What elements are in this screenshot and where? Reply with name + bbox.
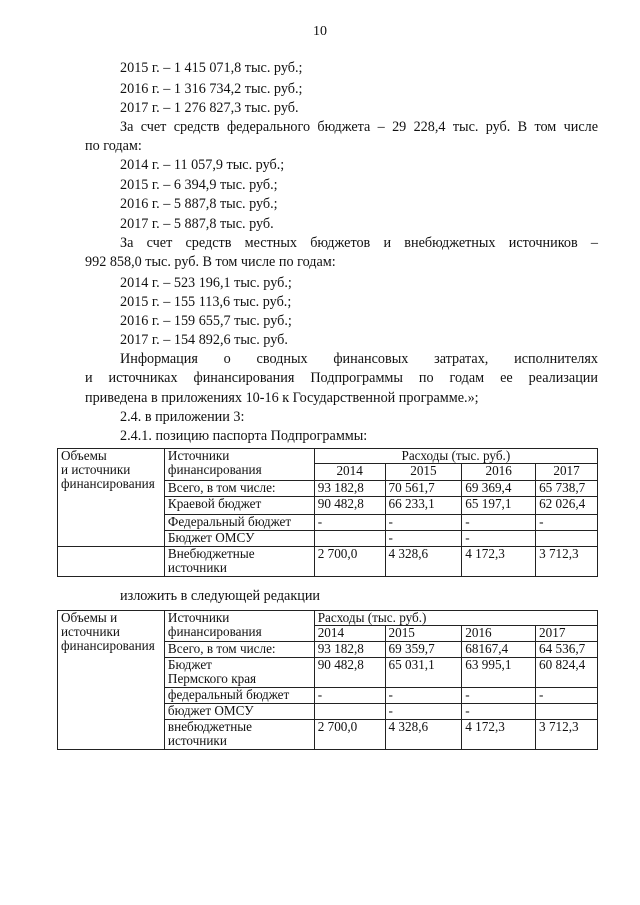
year-header: 2016 — [462, 626, 536, 642]
value-cell: 2 700,0 — [314, 720, 385, 750]
federal-paragraph-line: За счет средств федерального бюджета – 29 228,4 тыс. руб. В том числе — [120, 119, 598, 135]
local-paragraph-line: 992 858,0 тыс. руб. В том числе по годам: — [85, 254, 336, 270]
year-header: 2015 — [385, 464, 462, 481]
value-cell: 69 359,7 — [385, 642, 462, 658]
source-cell: Внебюджетные источники — [164, 547, 314, 577]
source-cell: Всего, в том числе: — [164, 481, 314, 497]
expenses-header: Расходы (тыс. руб.) — [314, 611, 597, 626]
value-cell: - — [462, 515, 536, 531]
value-cell: - — [385, 688, 462, 704]
source-cell: Федеральный бюджет — [164, 515, 314, 531]
value-cell: 90 482,8 — [314, 497, 385, 515]
text-line: 2016 г. – 5 887,8 тыс. руб.; — [120, 196, 278, 212]
value-cell: 3 712,3 — [536, 547, 598, 577]
year-header: 2016 — [462, 464, 536, 481]
value-cell: 68167,4 — [462, 642, 536, 658]
value-cell: - — [462, 704, 536, 720]
federal-paragraph-line: по годам: — [85, 138, 142, 154]
value-cell: - — [314, 688, 385, 704]
value-cell: - — [536, 515, 598, 531]
value-cell: 65 031,1 — [385, 658, 462, 688]
info-paragraph-line: приведена в приложениях 10-16 к Государственной программе.»; — [85, 390, 479, 406]
value-cell: 64 536,7 — [536, 642, 598, 658]
page-number: 10 — [313, 24, 327, 39]
value-cell: - — [385, 704, 462, 720]
expenses-header: Расходы (тыс. руб.) — [314, 449, 597, 464]
text-line: 2015 г. – 155 113,6 тыс. руб.; — [120, 294, 292, 310]
table-row-header: Объемы и источники финансирования — [58, 449, 165, 547]
value-cell: 66 233,1 — [385, 497, 462, 515]
item-2-4: 2.4. в приложении 3: — [120, 409, 245, 425]
value-cell: 62 026,4 — [536, 497, 598, 515]
text-line: 2014 г. – 11 057,9 тыс. руб.; — [120, 157, 285, 173]
value-cell: 69 369,4 — [462, 481, 536, 497]
value-cell: 2 700,0 — [314, 547, 385, 577]
value-cell: 60 824,4 — [536, 658, 598, 688]
year-header: 2017 — [536, 626, 598, 642]
source-cell: бюджет ОМСУ — [164, 704, 314, 720]
source-cell: Бюджет Пермского края — [164, 658, 314, 688]
text-line: 2017 г. – 1 276 827,3 тыс. руб. — [120, 100, 299, 116]
value-cell: - — [462, 531, 536, 547]
value-cell: 65 738,7 — [536, 481, 598, 497]
source-cell: Краевой бюджет — [164, 497, 314, 515]
value-cell: 90 482,8 — [314, 658, 385, 688]
value-cell: 4 172,3 — [462, 547, 536, 577]
text-line: 2016 г. – 1 316 734,2 тыс. руб.; — [120, 81, 303, 97]
value-cell: 65 197,1 — [462, 497, 536, 515]
column-header: Источники финансирования — [164, 611, 314, 642]
local-paragraph-line: За счет средств местных бюджетов и внебюджетных источников – — [120, 235, 598, 251]
value-cell — [314, 531, 385, 547]
value-cell: 3 712,3 — [536, 720, 598, 750]
value-cell: 70 561,7 — [385, 481, 462, 497]
year-header: 2014 — [314, 464, 385, 481]
value-cell: 93 182,8 — [314, 481, 385, 497]
item-2-4-1: 2.4.1. позицию паспорта Подпрограммы: — [120, 428, 368, 444]
value-cell: - — [536, 688, 598, 704]
value-cell: 4 172,3 — [462, 720, 536, 750]
info-paragraph-line: и источниках финансирования Подпрограммы по годам ее реализации — [85, 370, 598, 386]
value-cell: - — [385, 531, 462, 547]
table-row — [58, 547, 598, 577]
table-row-header: Объемы и источники финансирования — [58, 611, 165, 750]
value-cell: 4 328,6 — [385, 547, 462, 577]
text-line: 2017 г. – 154 892,6 тыс. руб. — [120, 332, 288, 348]
year-header: 2015 — [385, 626, 462, 642]
value-cell — [536, 531, 598, 547]
value-cell: - — [385, 515, 462, 531]
value-cell — [536, 704, 598, 720]
value-cell: 63 995,1 — [462, 658, 536, 688]
text-line: 2015 г. – 1 415 071,8 тыс. руб.; — [120, 60, 303, 76]
passport-table-new — [57, 610, 598, 750]
year-header: 2014 — [314, 626, 385, 642]
value-cell: - — [314, 515, 385, 531]
info-paragraph-line: Информация о сводных финансовых затратах, исполнителях — [120, 351, 598, 367]
source-cell: Бюджет ОМСУ — [164, 531, 314, 547]
source-cell: внебюджетные источники — [164, 720, 314, 750]
value-cell: - — [462, 688, 536, 704]
value-cell: 93 182,8 — [314, 642, 385, 658]
replace-instruction: изложить в следующей редакции — [120, 588, 321, 604]
text-line: 2017 г. – 5 887,8 тыс. руб. — [120, 216, 274, 232]
source-cell: Всего, в том числе: — [164, 642, 314, 658]
source-cell: федеральный бюджет — [164, 688, 314, 704]
column-header: Источники финансирования — [164, 449, 314, 481]
passport-table-old — [57, 448, 598, 577]
year-header: 2017 — [536, 464, 598, 481]
value-cell — [314, 704, 385, 720]
value-cell: 4 328,6 — [385, 720, 462, 750]
text-line: 2016 г. – 159 655,7 тыс. руб.; — [120, 313, 292, 329]
text-line: 2014 г. – 523 196,1 тыс. руб.; — [120, 275, 292, 291]
text-line: 2015 г. – 6 394,9 тыс. руб.; — [120, 177, 278, 193]
